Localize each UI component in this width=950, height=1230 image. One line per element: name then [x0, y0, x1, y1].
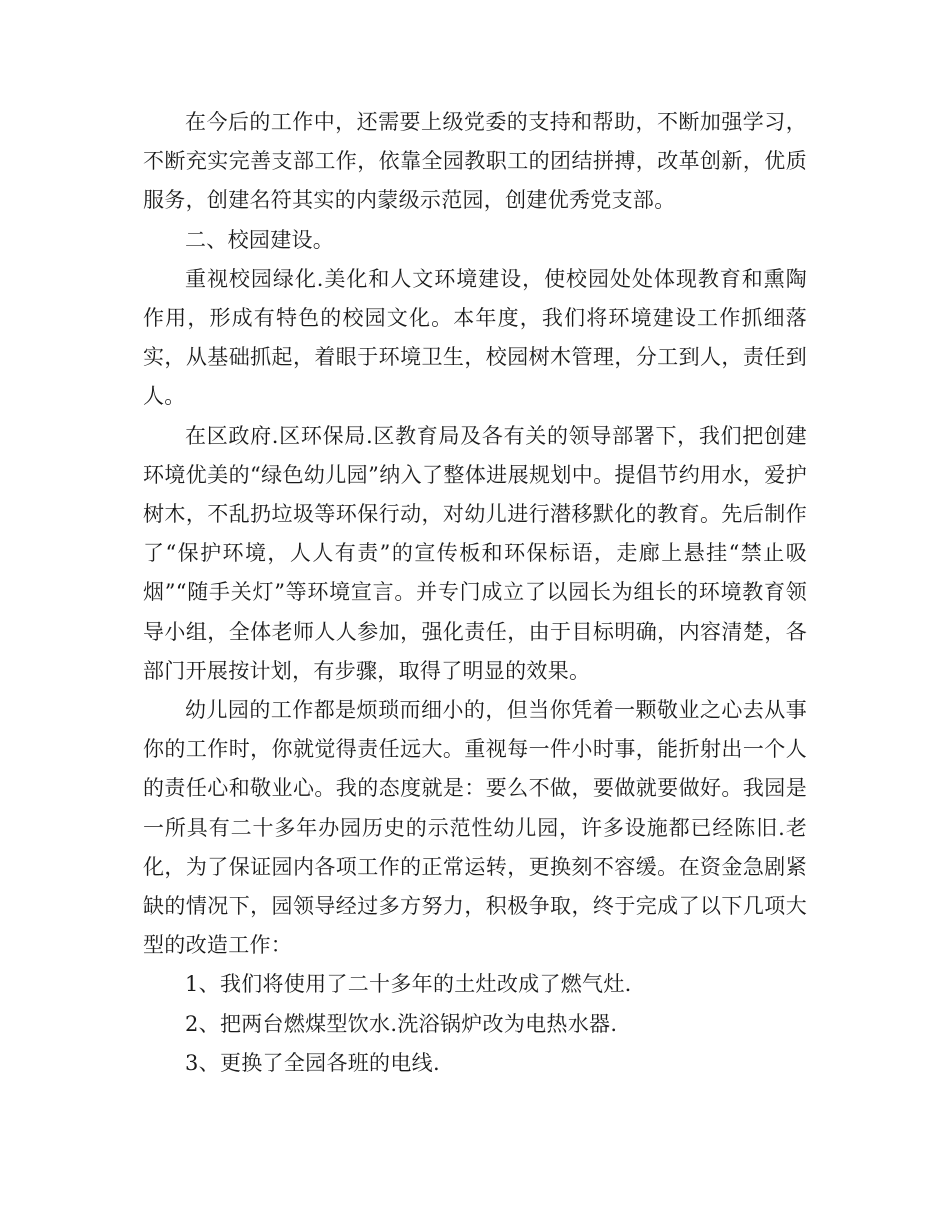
paragraph-green-kindergarten: 在区政府.区环保局.区教育局及各有关的领导部署下，我们把创建环境优美的“绿色幼儿园”纳入了整体进展规划中。提倡节约用水，爱护树木，不乱扔垃圾等环保行动，对幼儿进行潜移默化的教育。先后制作了“保护环境，人人有责”的宣传板和环保标语，走廊上悬挂“禁止吸烟”“随手关灯”等环境宣言。并专门成立了以园长为组长的环境教育领导小组，全体老师人人参加，强化责任，由于目标明确，内容清楚，各部门开展按计划，有步骤，取得了明显的效果。 [143, 423, 807, 683]
list-item: 2、把两台燃煤型饮水.洗浴锅炉改为电热水器. [185, 1011, 618, 1036]
section-heading-campus-construction: 二、校园建设。 [185, 227, 335, 252]
document-page [143, 103, 807, 1083]
paragraph-renovation-work: 幼儿园的工作都是烦琐而细小的，但当你凭着一颗敬业之心去从事你的工作时，你就觉得责任远大。重视每一件小时事，能折射出一个人的责任心和敬业心。我的态度就是：要么不做，要做就要做好。我园是一所具有二十多年办园历史的示范性幼儿园，许多设施都已经陈旧.老化，为了保证园内各项工作的正常运转，更换刻不容缓。在资金急剧紧缺的情况下，园领导经过多方努力，积极争取，终于完成了以下几项大型的改造工作： [143, 698, 807, 958]
list-item: 1、我们将使用了二十多年的土灶改成了燃气灶. [185, 972, 632, 997]
paragraph-campus-greening: 重视校园绿化.美化和人文环境建设，使校园处处体现教育和熏陶作用，形成有特色的校园文化。本年度，我们将环境建设工作抓细落实，从基础抓起，着眼于环境卫生，校园树木管理，分工到人，责任到人。 [143, 266, 807, 409]
list-item: 3、更换了全园各班的电线. [185, 1050, 440, 1075]
paragraph-party-support: 在今后的工作中，还需要上级党委的支持和帮助，不断加强学习，不断充实完善支部工作，依靠全园教职工的团结拼搏，改革创新，优质服务，创建名符其实的内蒙级示范园，创建优秀党支部。 [143, 110, 807, 213]
